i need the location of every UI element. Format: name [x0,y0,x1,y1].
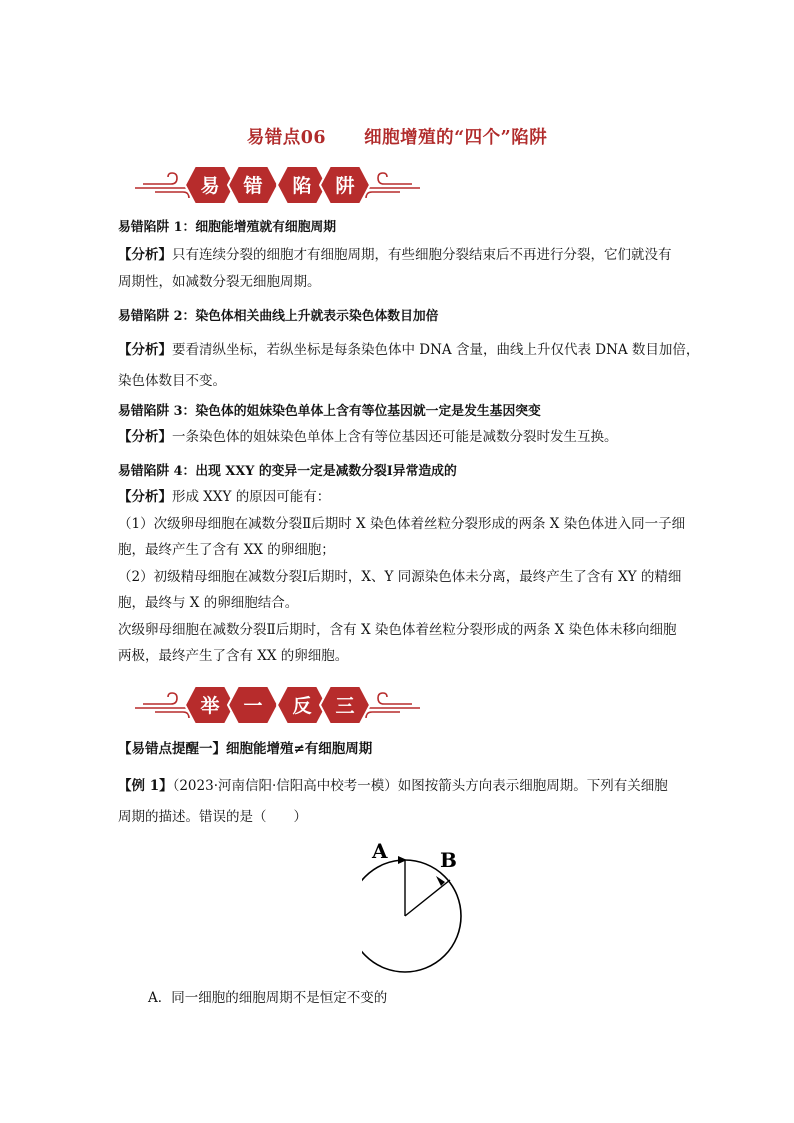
banner-examples [135,680,420,730]
reminder [118,736,700,763]
reminder-tag: 【易错点提醒一】 [118,741,226,757]
banner-char: 错 [243,175,263,197]
banner-char: 阱 [335,175,355,197]
trap-3-title: 易错陷阱 3：染色体的姐妹染色单体上含有等位基因就一定是发生基因突变 [118,404,541,419]
label-b: B [440,848,457,872]
trap-2-title: 易错陷阱 2：染色体相关曲线上升就表示染色体数目加倍 [118,309,439,324]
trap-1-analysis: 【分析】只有连续分裂的细胞才有细胞周期，有些细胞分裂结束后不再进行分裂，它们就没有 周期性，如减数分裂无细胞周期。 [118,247,672,290]
trap-3-analysis: 【分析】一条染色体的姐妹染色单体上含有等位基因还可能是减数分裂时发生互换。 [118,429,618,445]
banner-ornament-left [135,693,191,718]
banner-char: 陷 [292,175,312,197]
analysis-tag: 【分析】 [118,342,172,358]
cell-cycle-figure [362,835,468,980]
page-title [0,124,794,149]
banner-traps [135,160,420,210]
analysis-tag: 【分析】 [118,489,172,505]
analysis-tag: 【分析】 [118,429,172,445]
cell-cycle-circle [362,860,461,972]
page-title-code: 易错点06 [246,128,327,148]
example-question: 【例 1】（2023·河南信阳·信阳高中校考一模）如图按箭头方向表示细胞周期。下列有关细胞 周期的描述。错误的是（ ） [118,778,668,825]
example-tag: 【例 1】 [118,778,173,794]
trap-4-title: 易错陷阱 4：出现 XXY 的变异一定是减数分裂Ⅰ异常造成的 [118,464,457,479]
option-a: A．同一细胞的细胞周期不是恒定不变的 [148,990,388,1006]
label-a: A [372,839,388,863]
banner-char: 三 [335,695,355,717]
analysis-tag: 【分析】 [118,247,172,263]
trap-1-title: 易错陷阱 1：细胞能增殖就有细胞周期 [118,220,337,235]
banner-char: 易 [200,175,220,197]
banner-ornament-left [135,173,191,198]
trap-2-analysis: 【分析】要看清纵坐标，若纵坐标是每条染色体中 DNA 含量，曲线上升仅代表 DNA 数目加倍， 染色体数目不变。 [118,342,700,389]
page-title-topic: 细胞增殖的“四个”陷阱 [364,128,548,148]
reminder-text: 细胞能增殖≠有细胞周期 [226,741,373,757]
banner-char: 反 [292,695,312,717]
trap-4-analysis: 【分析】形成 XXY 的原因可能有： （1）次级卵母细胞在减数分裂Ⅱ后期时 X 染色体着丝粒分裂形成的两条 X 染色体进入同一子细 胞，最终产生了含有 XX 的卵细胞； （2）初级精母细胞在减数分裂Ⅰ后期时，X、Y 同源染色体未分离，最终产生了含有 XY 的精细 胞，最终与 X 的卵细胞结合。 次级卵母细胞在减数分裂Ⅱ后期时，含有 X 染色体着丝粒分裂形成的两条 X 染色体未移向细胞 两极，最终产生了含有 XX 的卵细胞。 [118,489,686,664]
radius-b [405,880,450,916]
banner-char: 一 [243,695,263,717]
banner-char: 举 [200,695,220,717]
banner-ornament-right [364,173,420,198]
banner-ornament-right [364,693,420,718]
